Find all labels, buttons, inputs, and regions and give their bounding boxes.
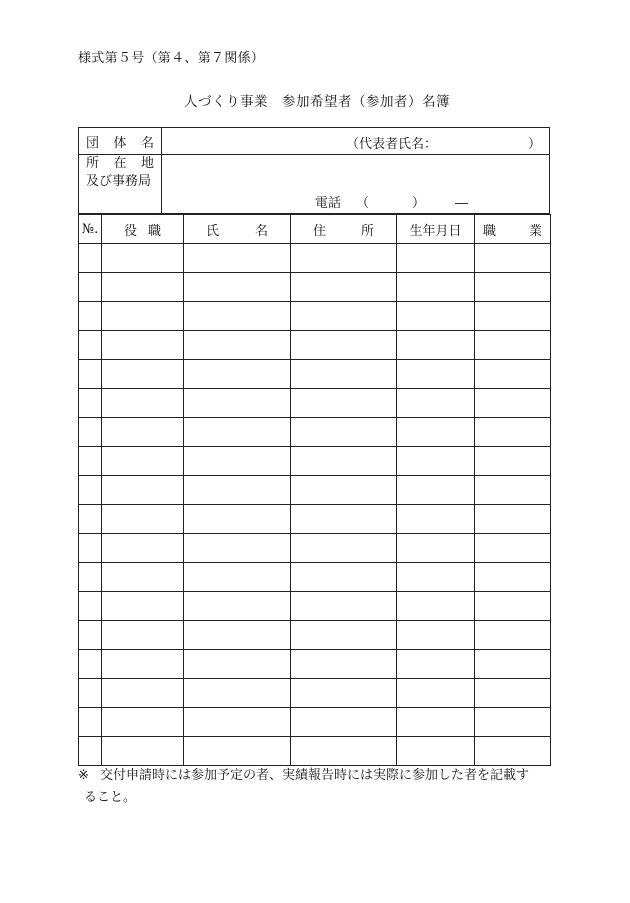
cell-no[interactable] <box>79 679 102 708</box>
cell-occupation[interactable] <box>475 563 551 592</box>
cell-name[interactable] <box>184 737 291 766</box>
cell-birthdate[interactable] <box>397 679 475 708</box>
cell-birthdate[interactable] <box>397 708 475 737</box>
column-address: 住 所 <box>291 215 397 244</box>
table-row <box>79 592 551 621</box>
cell-address[interactable] <box>291 621 397 650</box>
cell-position[interactable] <box>102 592 184 621</box>
table-row <box>79 650 551 679</box>
cell-no[interactable] <box>79 563 102 592</box>
cell-name[interactable] <box>184 621 291 650</box>
cell-occupation[interactable] <box>475 592 551 621</box>
column-name: 氏 名 <box>184 215 291 244</box>
cell-position[interactable] <box>102 418 184 447</box>
cell-birthdate[interactable] <box>397 331 475 360</box>
cell-name[interactable] <box>184 389 291 418</box>
address-label-line2: 及び事務局 <box>86 174 152 189</box>
cell-occupation[interactable] <box>475 708 551 737</box>
cell-no[interactable] <box>79 621 102 650</box>
address-label: 所 在 地 及び事務局 <box>79 155 162 214</box>
cell-name[interactable] <box>184 331 291 360</box>
cell-birthdate[interactable] <box>397 505 475 534</box>
cell-address[interactable] <box>291 447 397 476</box>
cell-no[interactable] <box>79 534 102 563</box>
cell-birthdate[interactable] <box>397 389 475 418</box>
cell-address[interactable] <box>291 592 397 621</box>
cell-position[interactable] <box>102 360 184 389</box>
cell-address[interactable] <box>291 563 397 592</box>
table-row <box>79 563 551 592</box>
cell-no[interactable] <box>79 476 102 505</box>
representative-close: ） <box>527 137 541 152</box>
cell-position[interactable] <box>102 621 184 650</box>
cell-address[interactable] <box>291 476 397 505</box>
cell-no[interactable] <box>79 592 102 621</box>
cell-occupation[interactable] <box>475 302 551 331</box>
cell-birthdate[interactable] <box>397 447 475 476</box>
cell-occupation[interactable] <box>475 476 551 505</box>
table-row <box>79 389 551 418</box>
column-occupation: 職 業 <box>475 215 551 244</box>
table-row <box>79 418 551 447</box>
cell-position[interactable] <box>102 389 184 418</box>
representative-label: （代表者氏名： <box>346 137 438 152</box>
document-title: 人づくり事業 参加希望者（参加者）名簿 <box>184 94 450 110</box>
cell-name[interactable] <box>184 650 291 679</box>
table-row <box>79 331 551 360</box>
cell-position[interactable] <box>102 563 184 592</box>
cell-position[interactable] <box>102 331 184 360</box>
cell-address[interactable] <box>291 505 397 534</box>
cell-occupation[interactable] <box>475 389 551 418</box>
cell-name[interactable] <box>184 360 291 389</box>
cell-no[interactable] <box>79 447 102 476</box>
cell-address[interactable] <box>291 302 397 331</box>
cell-birthdate[interactable] <box>397 534 475 563</box>
address-row <box>79 155 550 214</box>
cell-no[interactable] <box>79 737 102 766</box>
cell-birthdate[interactable] <box>397 737 475 766</box>
cell-position[interactable] <box>102 447 184 476</box>
cell-no[interactable] <box>79 331 102 360</box>
cell-position[interactable] <box>102 476 184 505</box>
cell-no[interactable] <box>79 360 102 389</box>
organization-label: 団 体 名 <box>79 128 162 155</box>
cell-no[interactable] <box>79 389 102 418</box>
cell-birthdate[interactable] <box>397 418 475 447</box>
cell-birthdate[interactable] <box>397 650 475 679</box>
note-mark: ※ <box>78 768 89 783</box>
cell-occupation[interactable] <box>475 650 551 679</box>
cell-address[interactable] <box>291 708 397 737</box>
phone-dash: ― <box>455 196 468 211</box>
cell-name[interactable] <box>184 505 291 534</box>
cell-occupation[interactable] <box>475 273 551 302</box>
form-reference: 様式第５号（第４、第７関係） <box>78 51 265 66</box>
phone-open-paren: （ <box>356 196 370 211</box>
cell-position[interactable] <box>102 708 184 737</box>
cell-address[interactable] <box>291 360 397 389</box>
cell-occupation[interactable] <box>475 244 551 273</box>
table-row <box>79 505 551 534</box>
cell-birthdate[interactable] <box>397 244 475 273</box>
cell-address[interactable] <box>291 534 397 563</box>
cell-birthdate[interactable] <box>397 360 475 389</box>
cell-occupation[interactable] <box>475 331 551 360</box>
cell-name[interactable] <box>184 534 291 563</box>
table-row <box>79 244 551 273</box>
cell-no[interactable] <box>79 418 102 447</box>
cell-position[interactable] <box>102 273 184 302</box>
table-row <box>79 302 551 331</box>
note-line1: 交付申請時には参加予定の者、実績報告時には実際に参加した者を記載す <box>100 768 530 783</box>
table-row <box>79 273 551 302</box>
cell-occupation[interactable] <box>475 447 551 476</box>
cell-name[interactable] <box>184 418 291 447</box>
cell-address[interactable] <box>291 418 397 447</box>
table-row <box>79 476 551 505</box>
cell-occupation[interactable] <box>475 621 551 650</box>
cell-name[interactable] <box>184 708 291 737</box>
cell-address[interactable] <box>291 650 397 679</box>
cell-name[interactable] <box>184 447 291 476</box>
cell-name[interactable] <box>184 563 291 592</box>
cell-position[interactable] <box>102 679 184 708</box>
address-field[interactable] <box>162 155 550 214</box>
cell-birthdate[interactable] <box>397 621 475 650</box>
cell-name[interactable] <box>184 302 291 331</box>
cell-name[interactable] <box>184 244 291 273</box>
cell-address[interactable] <box>291 679 397 708</box>
cell-birthdate[interactable] <box>397 302 475 331</box>
cell-position[interactable] <box>102 505 184 534</box>
cell-occupation[interactable] <box>475 737 551 766</box>
table-row <box>79 679 551 708</box>
organization-row <box>79 128 550 155</box>
cell-occupation[interactable] <box>475 679 551 708</box>
cell-position[interactable] <box>102 244 184 273</box>
table-row <box>79 737 551 766</box>
cell-birthdate[interactable] <box>397 273 475 302</box>
organization-info-table <box>78 127 550 214</box>
participant-table-header <box>79 215 551 244</box>
column-birthdate: 生年月日 <box>397 215 475 244</box>
cell-name[interactable] <box>184 679 291 708</box>
phone-close-paren: ） <box>412 196 426 211</box>
cell-no[interactable] <box>79 708 102 737</box>
cell-name[interactable] <box>184 273 291 302</box>
cell-address[interactable] <box>291 273 397 302</box>
cell-no[interactable] <box>79 244 102 273</box>
cell-address[interactable] <box>291 389 397 418</box>
footnote <box>78 765 558 809</box>
cell-birthdate[interactable] <box>397 476 475 505</box>
cell-occupation[interactable] <box>475 534 551 563</box>
column-position: 役 職 <box>102 215 184 244</box>
cell-position[interactable] <box>102 650 184 679</box>
cell-no[interactable] <box>79 302 102 331</box>
cell-position[interactable] <box>102 737 184 766</box>
table-row <box>79 708 551 737</box>
cell-address[interactable] <box>291 331 397 360</box>
cell-position[interactable] <box>102 302 184 331</box>
cell-address[interactable] <box>291 244 397 273</box>
cell-name[interactable] <box>184 592 291 621</box>
cell-birthdate[interactable] <box>397 592 475 621</box>
note-line2: ること。 <box>84 790 137 805</box>
table-row <box>79 447 551 476</box>
cell-occupation[interactable] <box>475 505 551 534</box>
phone-label: 電話 <box>315 196 342 211</box>
cell-position[interactable] <box>102 534 184 563</box>
cell-birthdate[interactable] <box>397 563 475 592</box>
roster-form <box>78 127 550 766</box>
cell-no[interactable] <box>79 273 102 302</box>
cell-no[interactable] <box>79 505 102 534</box>
participant-table <box>78 214 551 766</box>
cell-name[interactable] <box>184 476 291 505</box>
cell-occupation[interactable] <box>475 418 551 447</box>
participant-rows <box>79 244 551 766</box>
organization-name-field[interactable] <box>162 128 550 155</box>
cell-no[interactable] <box>79 650 102 679</box>
table-row <box>79 534 551 563</box>
column-no: №. <box>79 215 102 244</box>
table-row <box>79 360 551 389</box>
cell-address[interactable] <box>291 737 397 766</box>
table-row <box>79 621 551 650</box>
cell-occupation[interactable] <box>475 360 551 389</box>
